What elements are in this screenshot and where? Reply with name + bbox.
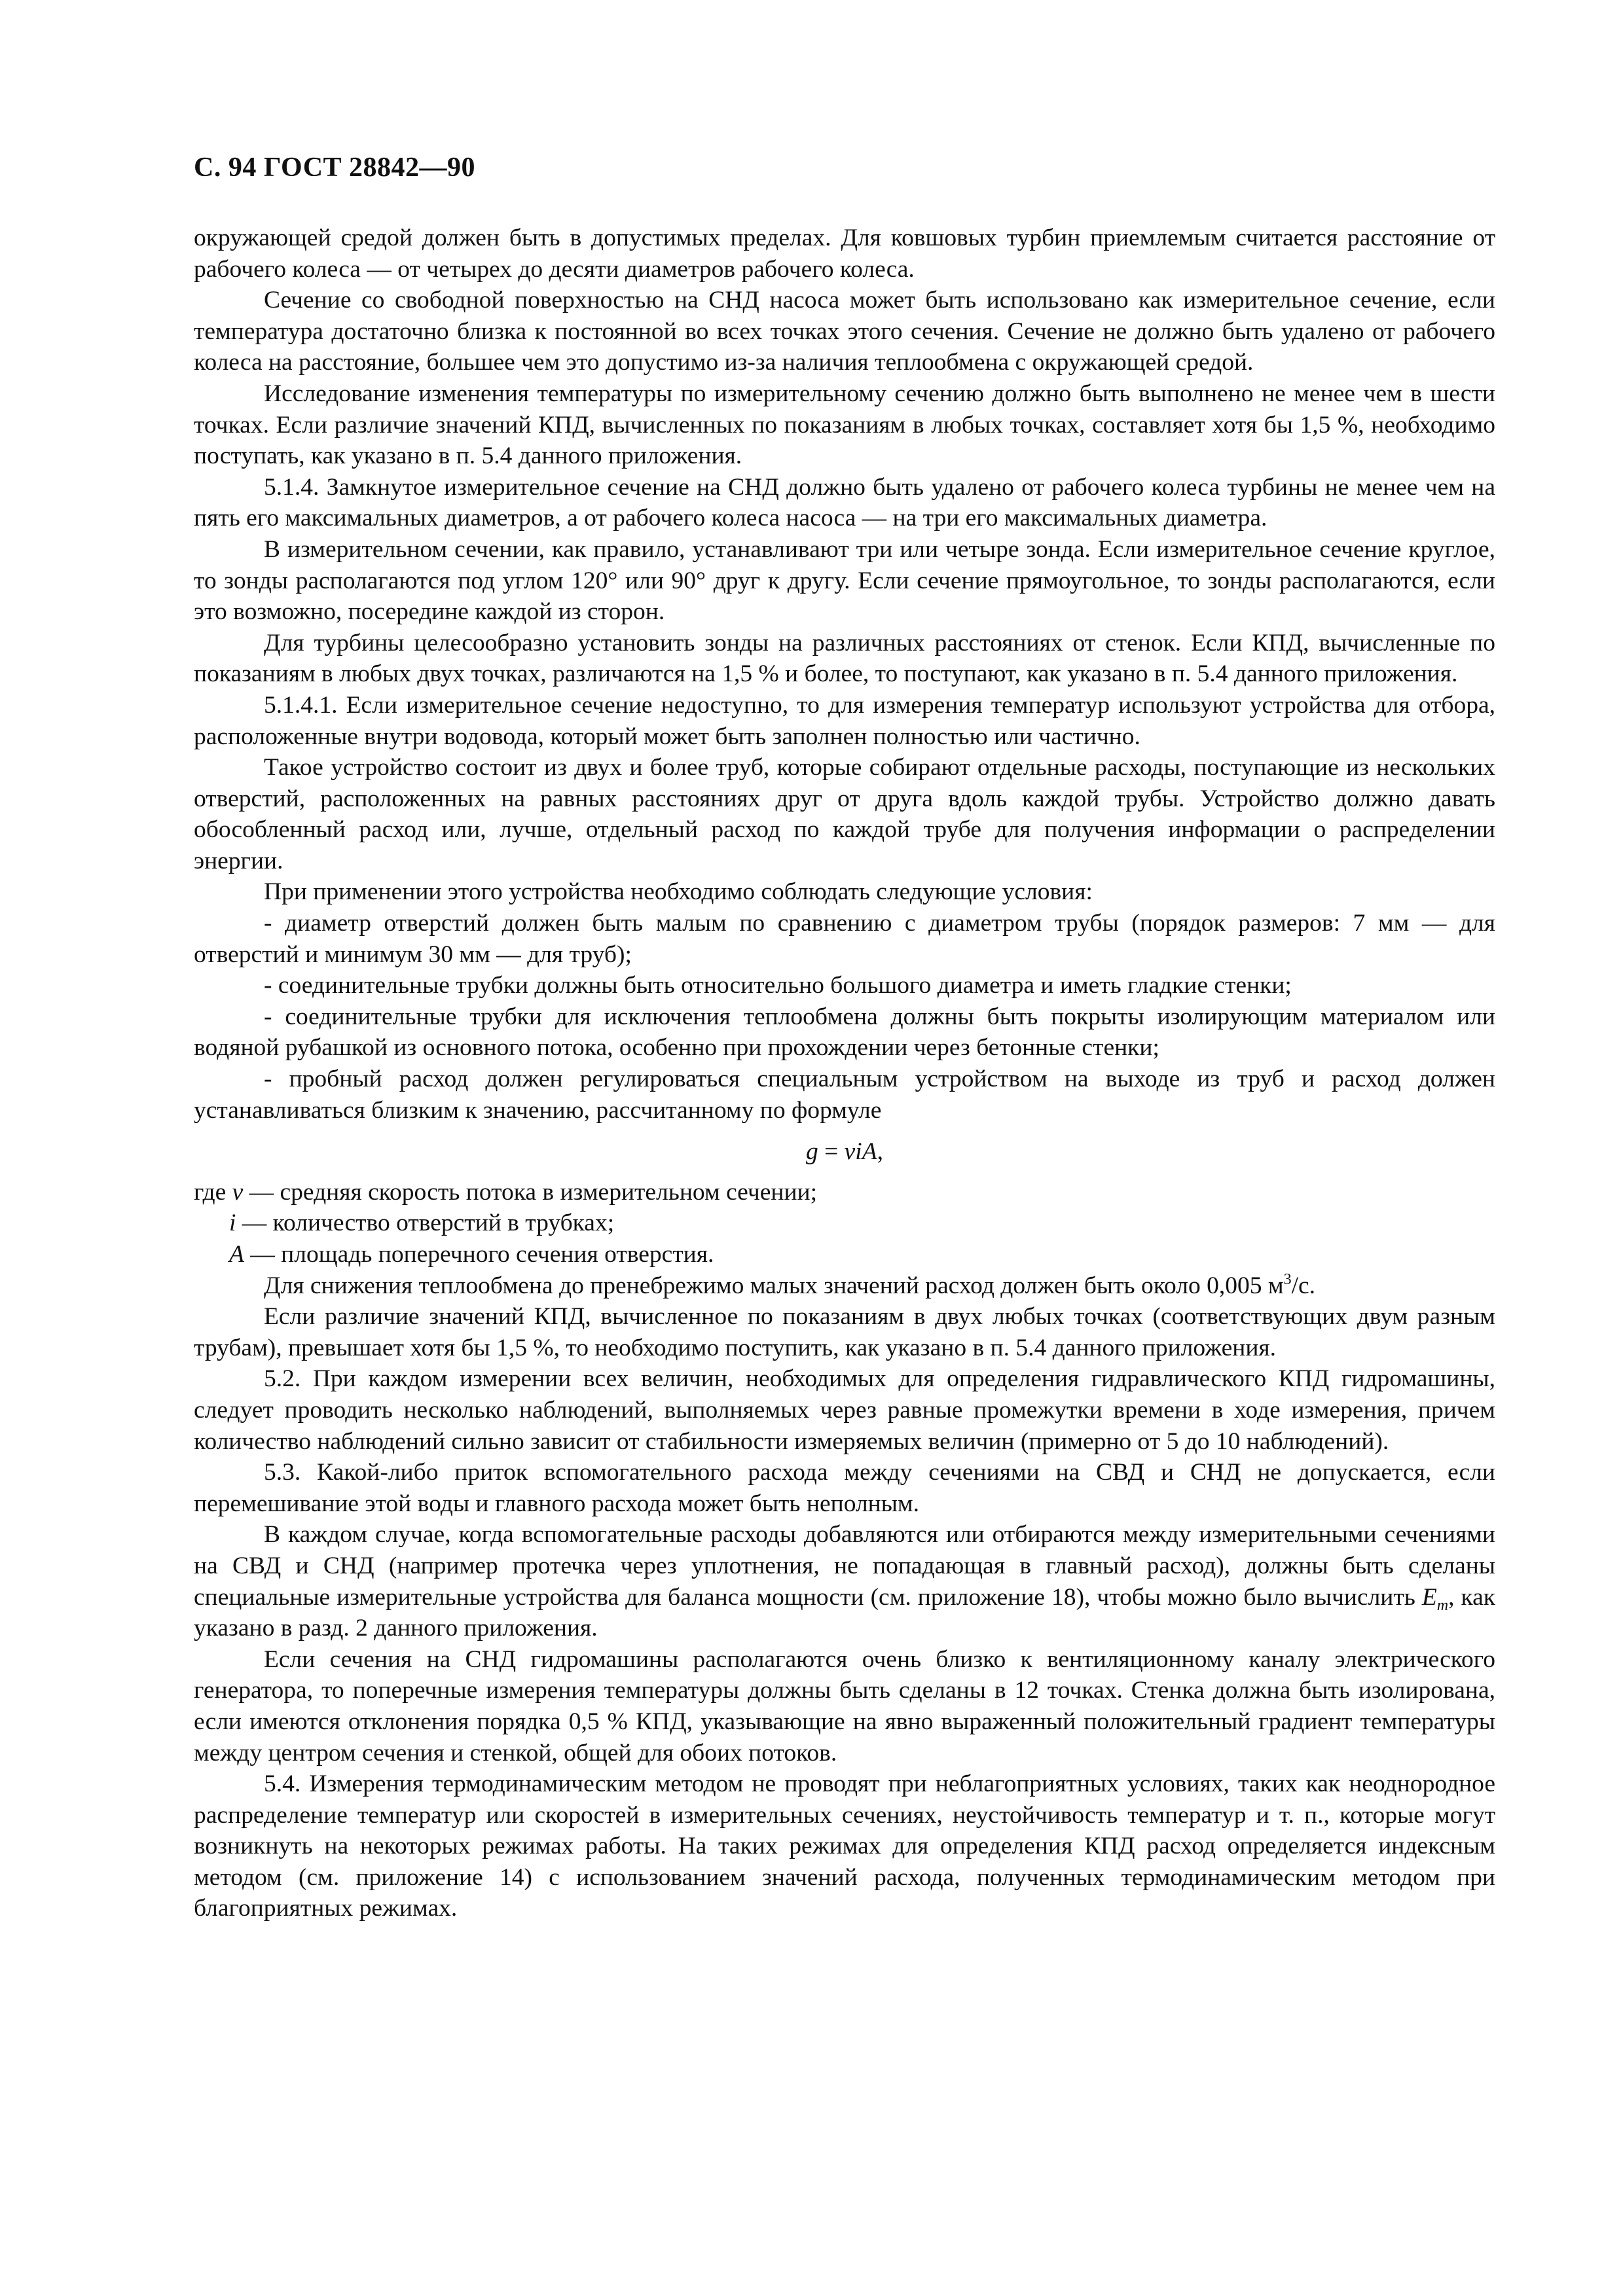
p18-text-b: , как указано в разд. 2 данного приложения. [194,1583,1495,1642]
p14-tail: /с. [1291,1272,1316,1299]
body-text [194,223,1495,1924]
symbol-em-sub: m [1436,1596,1449,1614]
list-item: - соединительные трубки должны быть относительно большого диаметра и иметь гладкие стенки; [264,972,1292,999]
paragraph: Исследование изменения температуры по измерительному сечению должно быть выполнено не менее чем в шести точках. Если различие значений КПД, вычисленных по показаниям в любых точках, составляет хотя бы 1,5 %, необходимо поступать, как указано в п. 5.4 данного приложения. [194,380,1495,470]
formula [194,1136,1495,1168]
formula-lhs: g [805,1138,818,1166]
clause-5-2: 5.2. При каждом измерении всех величин, необходимых для определения гидравлического КПД гидромашины, следует проводить несколько наблюдений, выполняемых через равные промежутки времени в ходе измерения, причем количество наблюдений сильно зависит от стабильности измеряемых величин (примерно от 5 до 10 наблюдений). [194,1365,1495,1455]
where-v [194,1177,1495,1208]
where-lead: где [194,1178,232,1206]
p14-text: Для снижения теплообмена до пренебрежимо малых значений расход должен быть около 0,005 м [264,1272,1284,1299]
clause-5-1-4: 5.1.4. Замкнутое измерительное сечение на СНД должно быть удалено от рабочего колеса турбины не менее чем на пять его максимальных диаметров, а от рабочего колеса насоса — на три его максимальных диаметра. [194,473,1495,532]
symbol-em: E [1421,1583,1437,1611]
page-header: С. 94 ГОСТ 28842—90 [194,152,476,183]
paragraph: Если сечения на СНД гидромашины располагаются очень близко к вентиляционному каналу электрического генератора, то поперечные измерения температуры должны быть сделаны в 12 точках. Стенка должна быть изолирована, если имеются отклонения порядка 0,5 % КПД, указывающие на явно выраженный положительный градиент температуры между центром сечения и стенкой, общей для обоих потоков. [194,1645,1495,1767]
paragraph: окружающей средой должен быть в допустимых пределах. Для ковшовых турбин приемлемым считается расстояние от рабочего колеса — от четырех до десяти диаметров рабочего колеса. [194,224,1495,283]
clause-5-3: 5.3. Какой-либо приток вспомогательного расхода между сечениями на СВД и СНД не допускается, если перемешивание этой воды и главного расхода может быть неполным. [194,1459,1495,1517]
list-item: - соединительные трубки для исключения теплообмена должны быть покрыты изолирующим материалом или водяной рубашкой из основного потока, особенно при прохождении через бетонные стенки; [194,1003,1495,1062]
formula-rhs: viA [844,1138,877,1166]
where-a-desc: — площадь поперечного сечения отверстия. [244,1241,714,1268]
paragraph: Такое устройство состоит из двух и более труб, которые собирают отдельные расходы, поступающие из нескольких отверстий, расположенных на равных расстояниях друг от друга вдоль каждой трубы. Устройство должно давать обособленный расход или, лучше, отдельный расход по каждой трубе для получения информации о распределении энергии. [194,754,1495,874]
formula-tail: , [877,1138,883,1166]
paragraph: В измерительном сечении, как правило, устанавливают три или четыре зонда. Если измерительное сечение круглое, то зонды располагаются под углом 120° или 90° друг к другу. Если сечение прямоугольное, то зонды располагаются, если это возможно, посередине каждой из сторон. [194,535,1495,626]
unit-superscript: 3 [1283,1270,1292,1288]
paragraph: При применении этого устройства необходимо соблюдать следующие условия: [264,878,1093,906]
where-a [194,1239,1495,1270]
list-item: - диаметр отверстий должен быть малым по сравнению с диаметром трубы (порядок размеров: 7 мм — для отверстий и минимум 30 мм — для труб); [194,910,1495,968]
paragraph: Если различие значений КПД, вычисленное по показаниям в двух любых точках (соответствующих двум разным трубам), превышает хотя бы 1,5 %, то необходимо поступить, как указано в п. 5.4 данного приложения. [194,1303,1495,1361]
p18-text-a: В каждом случае, когда вспомогательные расходы добавляются или отбираются между измерительными сечениями на СВД и СНД (например протечка через уплотнения, не попадающая в главный расход), должны быть сделаны специальные измерительные устройства для баланса мощности (см. приложение 18), чтобы можно было вычислить [194,1521,1495,1611]
list-item: - пробный расход должен регулироваться специальным устройством на выходе из труб и расход должен устанавливаться близким к значению, рассчитанному по формуле [194,1066,1495,1124]
clause-5-1-4-1: 5.1.4.1. Если измерительное сечение недоступно, то для измерения температур используют устройства для отбора, расположенные внутри водовода, который может быть заполнен полностью или частично. [194,691,1495,750]
formula-eq: = [818,1138,845,1166]
paragraph: Сечение со свободной поверхностью на СНД насоса может быть использовано как измерительное сечение, если температура достаточно близка к постоянной во всех точках этого сечения. Сечение не должно быть удалено от рабочего колеса на расстояние, большее чем это допустимо из-за наличия теплообмена с окружающей средой. [194,287,1495,376]
symbol-i: i [229,1210,236,1237]
paragraph: Для турбины целесообразно установить зонды на различных расстояниях от стенок. Если КПД, вычисленные по показаниям в любых двух точках, различаются на 1,5 % и более, то поступают, как указано в п. 5.4 данного приложения. [194,629,1495,688]
paragraph [194,1270,1495,1302]
symbol-a: A [229,1241,244,1268]
where-i [194,1208,1495,1239]
where-i-desc: — количество отверстий в трубках; [236,1210,615,1237]
paragraph [194,1519,1495,1643]
symbol-v: v [232,1178,244,1206]
clause-5-4: 5.4. Измерения термодинамическим методом не проводят при неблагоприятных условиях, таких как неоднородное распределение температур или скоростей в измерительных сечениях, неустойчивость температур и т. п., которые могут возникнуть на некоторых режимах работы. На таких режимах для определения КПД расход определяется индексным методом (см. приложение 14) с использованием значений расхода, полученных термодинамическим методом при благоприятных режимах. [194,1770,1495,1922]
where-v-desc: — средняя скорость потока в измерительном сечении; [243,1178,818,1206]
